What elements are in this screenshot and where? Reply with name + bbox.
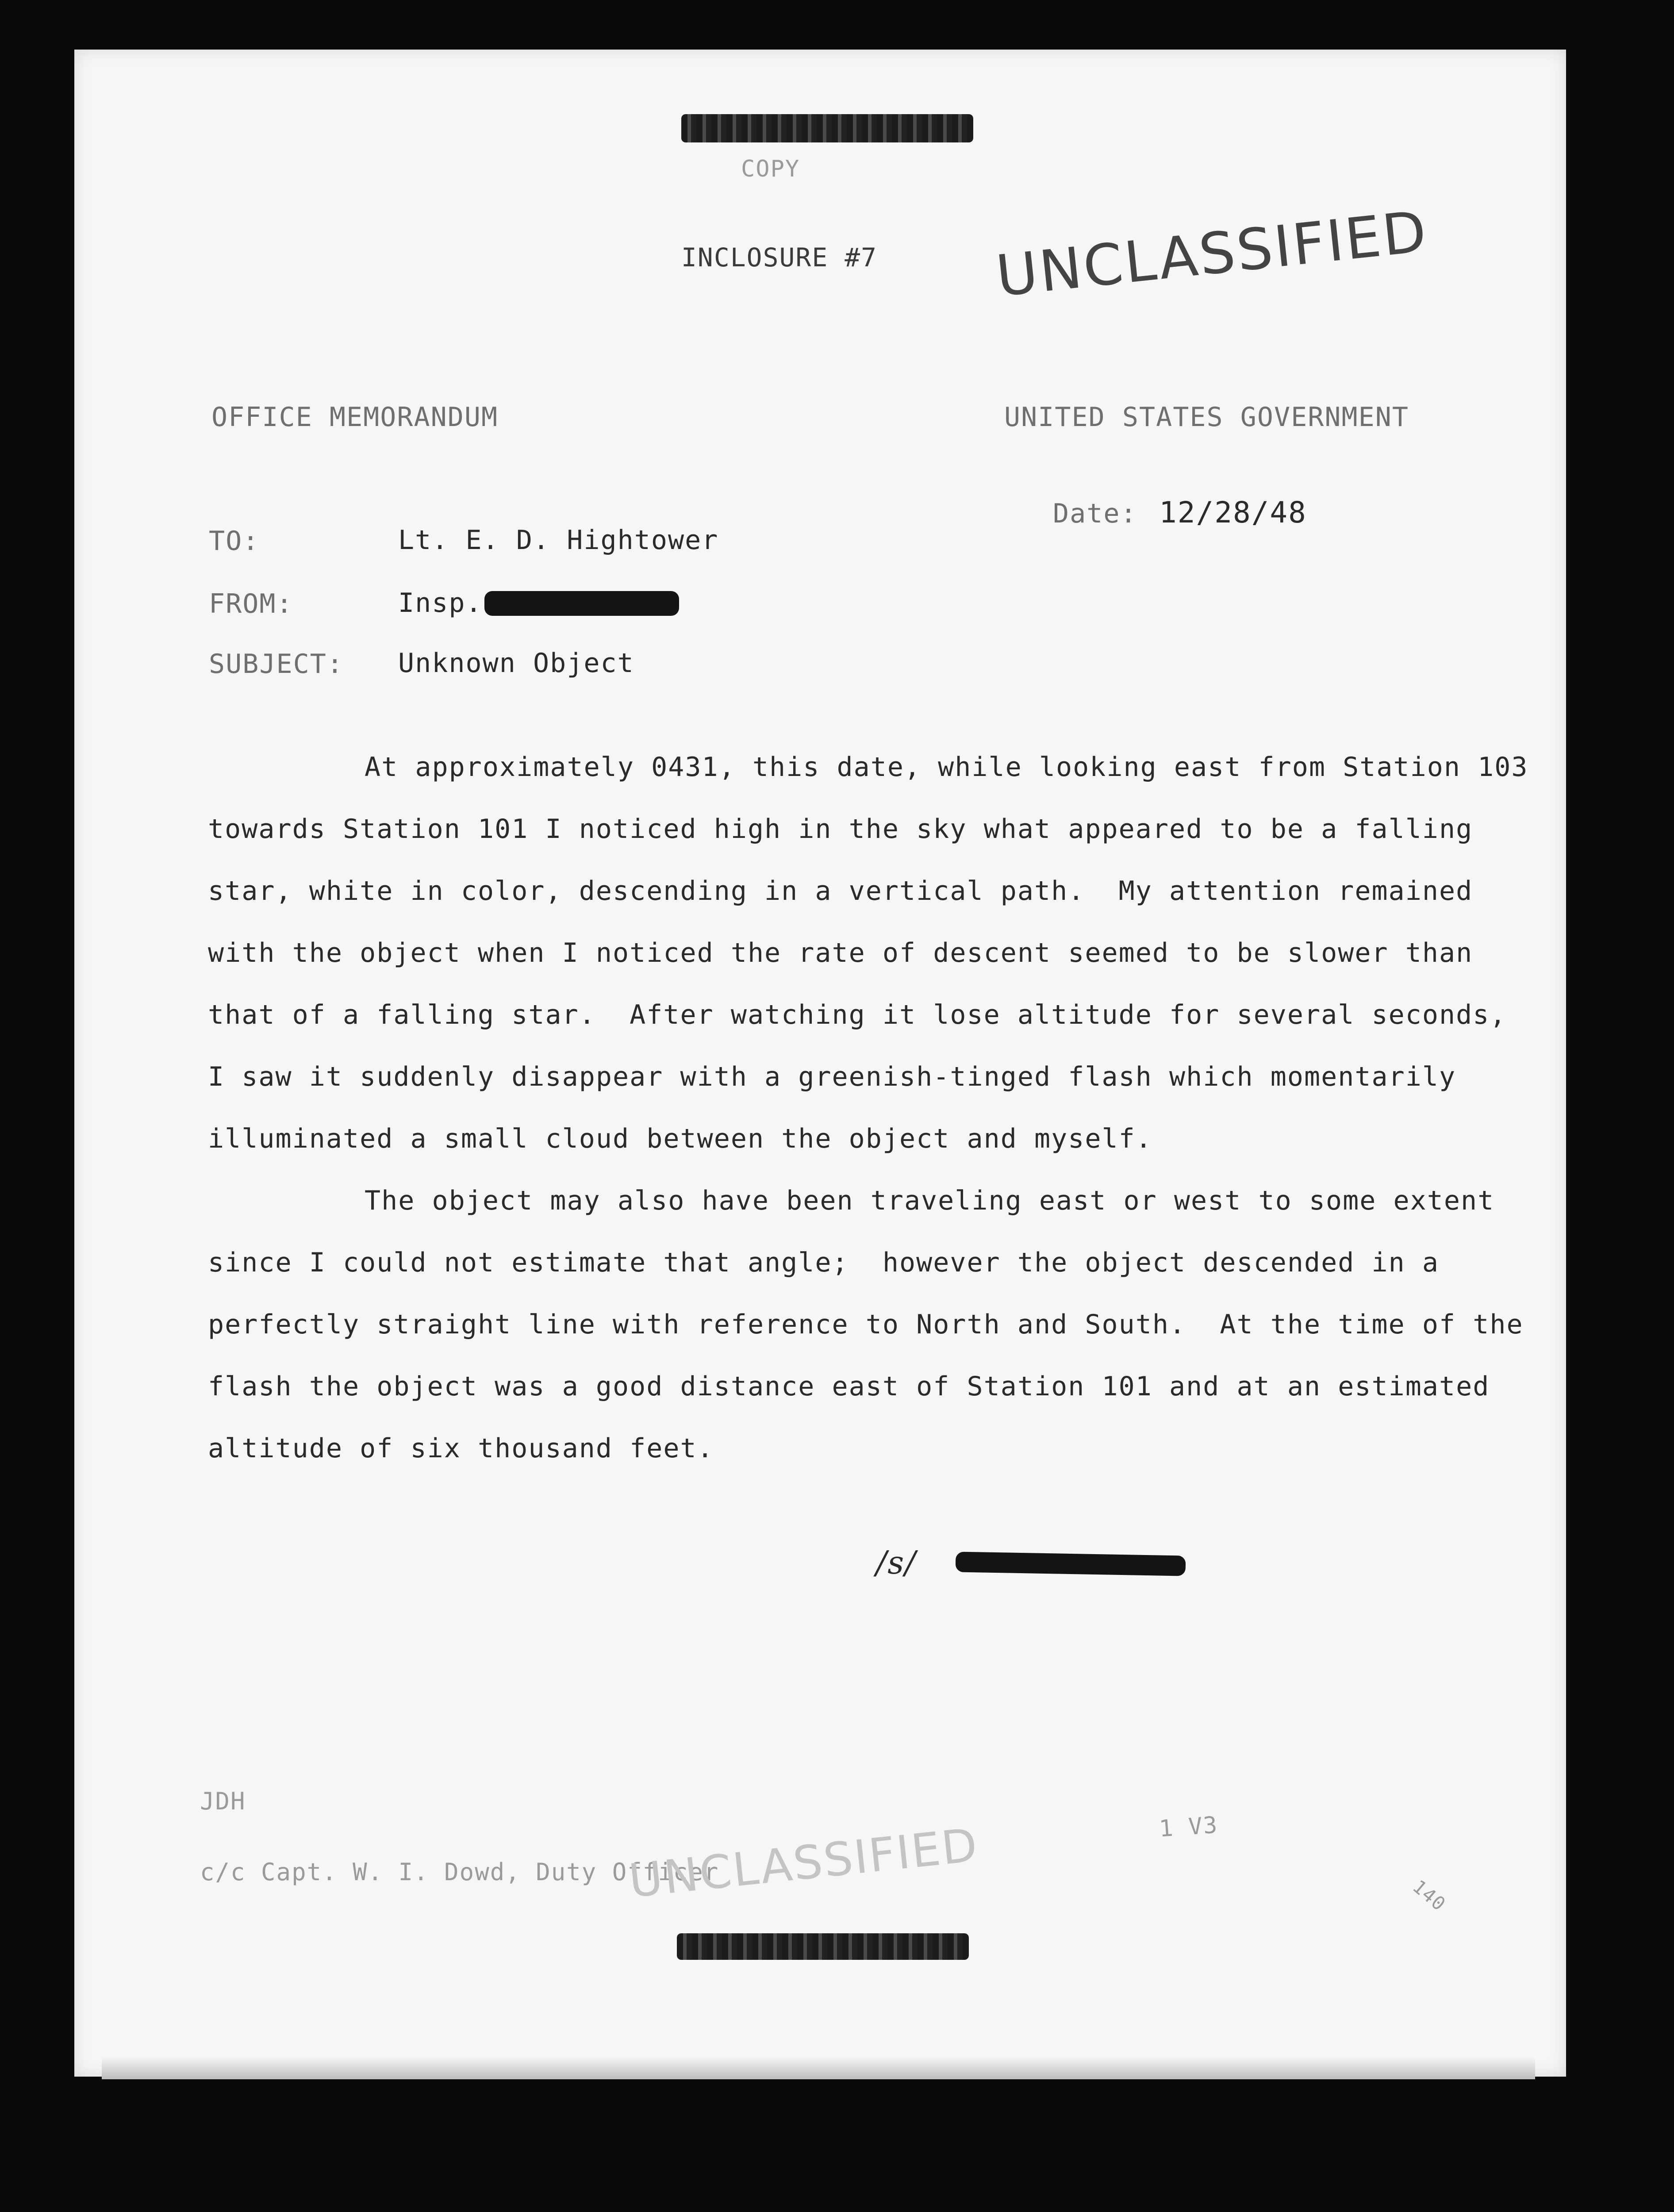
- body-line: that of a falling star. After watching it lose altitude for several seconds,: [208, 999, 1507, 1030]
- from-value: Insp.: [398, 588, 483, 618]
- signature-prefix: /s/: [876, 1544, 917, 1581]
- to-value: Lt. E. D. Hightower: [398, 525, 719, 556]
- carbon-copy-line: c/c Capt. W. I. Dowd, Duty Officer: [200, 1858, 719, 1886]
- subject-value: Unknown Object: [398, 648, 634, 679]
- sheet-bottom-edge: [102, 2057, 1535, 2079]
- body-line: The object may also have been traveling east or west to some extent: [365, 1185, 1495, 1216]
- handwritten-mark: 140: [1408, 1875, 1451, 1916]
- copy-stamp: COPY: [741, 156, 800, 182]
- unclassified-stamp: UNCLASSIFIED: [993, 199, 1431, 310]
- date-label: Date:: [1053, 498, 1137, 529]
- redacted-name: [484, 591, 679, 616]
- unclassified-stamp-bottom: UNCLASSIFIED: [626, 1817, 981, 1909]
- body-line: illuminated a small cloud between the object and myself.: [208, 1123, 1152, 1154]
- classification-stamp-redacted: [681, 114, 973, 142]
- enclosure-label: INCLOSURE #7: [681, 242, 878, 273]
- body-line: At approximately 0431, this date, while looking east from Station 103: [365, 752, 1528, 783]
- body-line: towards Station 101 I noticed high in the sky what appeared to be a falling: [208, 814, 1473, 845]
- to-label: TO:: [209, 526, 260, 557]
- subject-label: SUBJECT:: [209, 649, 344, 680]
- body-line: star, white in color, descending in a vertical path. My attention remained: [208, 876, 1473, 906]
- classification-stamp-bottom-redacted: [677, 1933, 969, 1960]
- body-line: perfectly straight line with reference to North and South. At the time of the: [208, 1309, 1524, 1340]
- body-line: altitude of six thousand feet.: [208, 1433, 714, 1464]
- from-label: FROM:: [209, 588, 293, 619]
- initials: JDH: [200, 1787, 246, 1815]
- date-value: 12/28/48: [1159, 495, 1307, 530]
- government-heading: UNITED STATES GOVERNMENT: [1004, 402, 1409, 433]
- page-number: 1 V3: [1158, 1812, 1219, 1843]
- office-memorandum-heading: OFFICE MEMORANDUM: [211, 402, 499, 433]
- body-line: flash the object was a good distance east of Station 101 and at an estimated: [208, 1371, 1490, 1402]
- body-line: since I could not estimate that angle; however the object descended in a: [208, 1247, 1439, 1278]
- body-line: I saw it suddenly disappear with a greenish-tinged flash which momentarily: [208, 1061, 1456, 1092]
- body-line: with the object when I noticed the rate of descent seemed to be slower than: [208, 937, 1473, 968]
- redacted-signature: [956, 1551, 1186, 1576]
